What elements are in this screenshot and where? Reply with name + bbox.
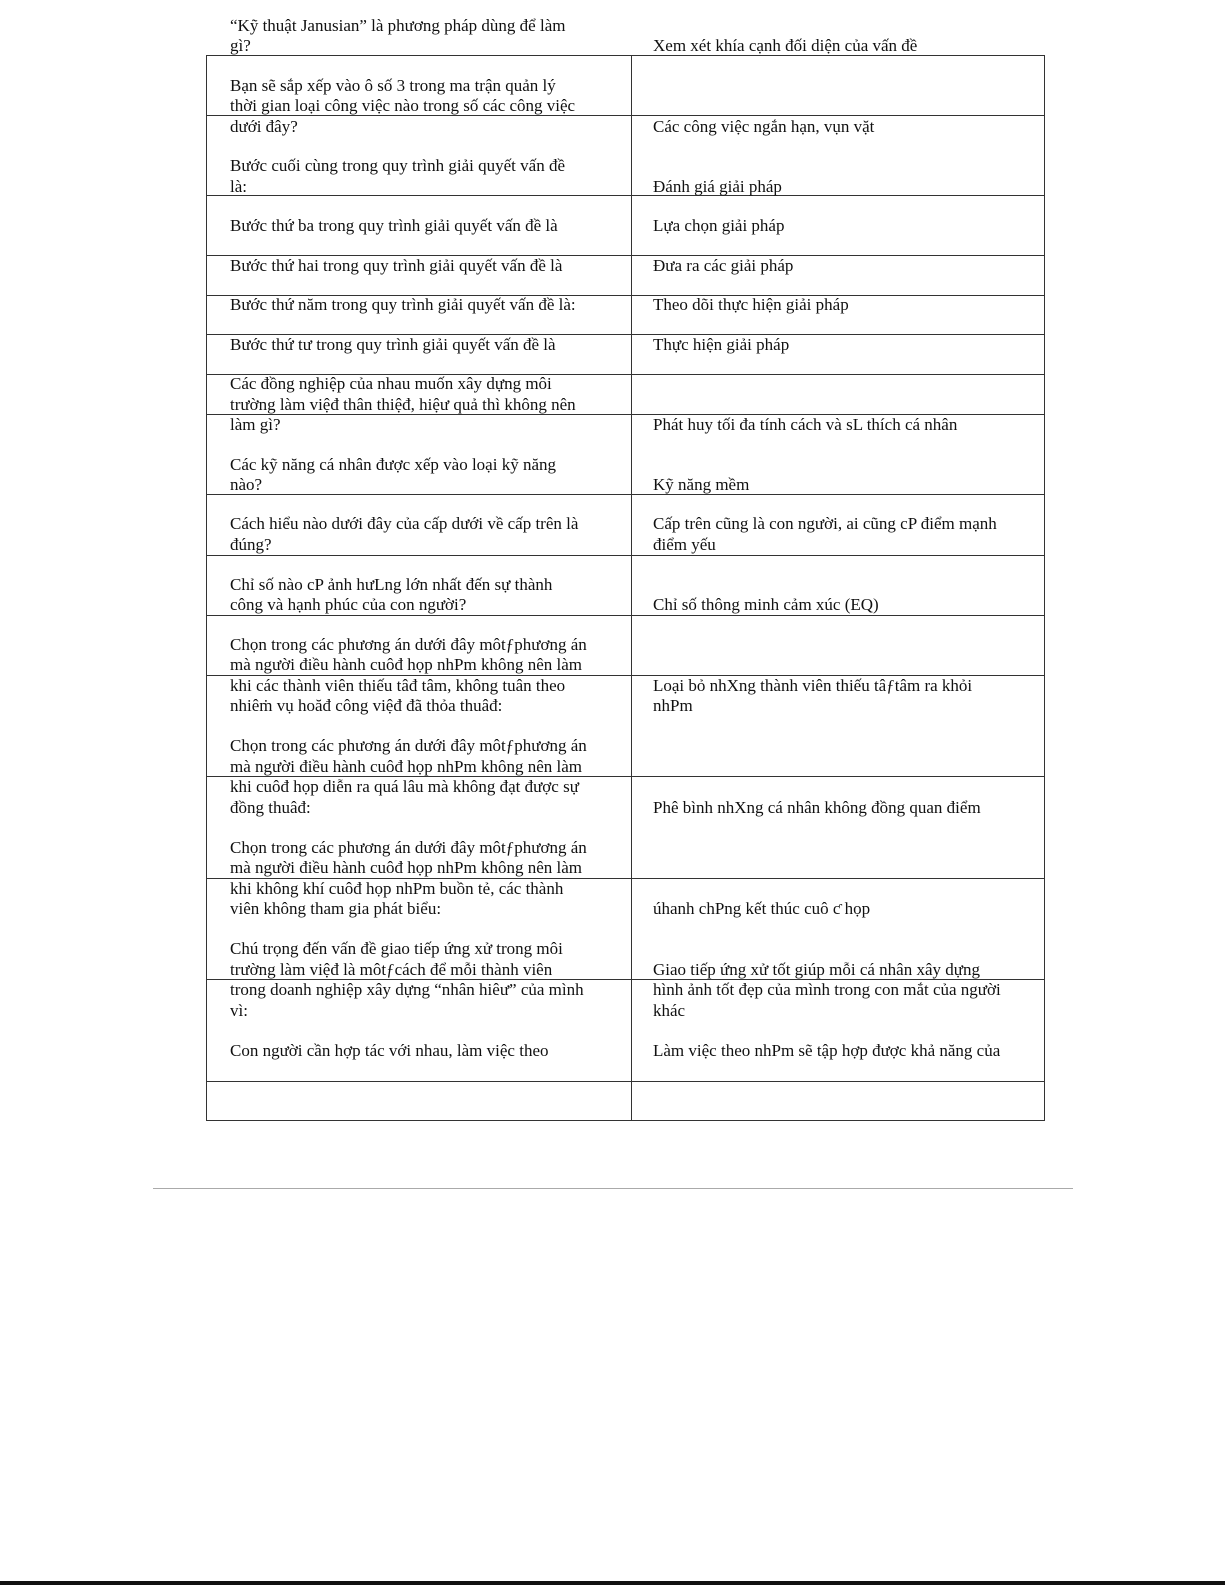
- answer-text: Theo dõi thực hiện giải pháp: [653, 295, 849, 314]
- answer-text: Thực hiện giải pháp: [653, 335, 790, 354]
- column-divider: [631, 55, 632, 1121]
- page-bottom-edge: [0, 1581, 1225, 1585]
- answer-text: Loại bỏ nhXng thành viên thiếu tâƒtâm ra khỏi: [653, 676, 973, 695]
- answer-text: Kỹ năng mềm: [653, 475, 750, 494]
- question-text: trong doanh nghiệp xây dựng “nhân hiêư” của mình: [230, 980, 584, 999]
- row-divider: [206, 615, 1045, 616]
- answer-text: Đưa ra các giải pháp: [653, 256, 794, 275]
- question-text: mà người điều hành cuôđ họp nhPm không nên làm: [230, 858, 583, 877]
- question-text: Chọn trong các phương án dưới đây môtƒphương án: [230, 838, 587, 857]
- question-text: Các kỹ năng cá nhân được xếp vào loại kỹ năng: [230, 455, 556, 474]
- question-text: đúng?: [230, 535, 272, 554]
- question-text: khi cuôđ họp diễn ra quá lâu mà không đạt được sự: [230, 777, 579, 796]
- answer-text: Làm việc theo nhPm sẽ tập hợp được khả năng của: [653, 1041, 1001, 1060]
- answer-text: Xem xét khía cạnh đối diện của vấn đề: [653, 36, 918, 55]
- answer-text: úhanh chPng kết thúc cuô ƈ họp: [653, 899, 871, 918]
- answer-text: Chỉ số thông minh cảm xúc (EQ): [653, 595, 879, 614]
- question-text: vì:: [230, 1001, 248, 1020]
- answer-text: Phát huy tối đa tính cách và sL thích cá nhân: [653, 415, 958, 434]
- question-text: mà người điều hành cuôđ họp nhPm không nên làm: [230, 757, 583, 776]
- question-text: đồng thuâđ:: [230, 798, 311, 817]
- question-text: gì?: [230, 36, 251, 55]
- answer-text: Phê bình nhXng cá nhân không đồng quan điểm: [653, 798, 981, 817]
- question-text: khi không khí cuôđ họp nhPm buồn tẻ, các thành: [230, 879, 564, 898]
- question-text: mà người điều hành cuôđ họp nhPm không nên làm: [230, 655, 583, 674]
- question-text: trường làm việđ là môtƒcách để mỗi thành viên: [230, 960, 553, 979]
- question-text: viên không tham gia phát biểu:: [230, 899, 442, 918]
- answer-text: điểm yếu: [653, 535, 716, 554]
- question-text: Bước thứ ba trong quy trình giải quyết vấn đề là: [230, 216, 558, 235]
- answer-text: khác: [653, 1001, 686, 1020]
- question-text: Bước thứ tư trong quy trình giải quyết vấn đề là: [230, 335, 556, 354]
- question-text: Bạn sẽ sắp xếp vào ô số 3 trong ma trận quản lý: [230, 76, 556, 95]
- question-text: khi các thành viên thiếu tâđ tâm, không tuân theo: [230, 676, 566, 695]
- question-text: Bước thứ năm trong quy trình giải quyết vấn đề là:: [230, 295, 576, 314]
- question-text: công và hạnh phúc của con người?: [230, 595, 467, 614]
- page-footer-rule: [153, 1188, 1073, 1189]
- question-text: Bước thứ hai trong quy trình giải quyết vấn đề là: [230, 256, 563, 275]
- question-text: Chú trọng đến vấn đề giao tiếp ứng xử trong môi: [230, 939, 563, 958]
- answer-text: nhPm: [653, 696, 693, 715]
- question-text: làm gì?: [230, 415, 281, 434]
- question-text: Các đồng nghiệp của nhau muốn xây dựng môi: [230, 374, 552, 393]
- row-divider: [206, 555, 1045, 556]
- question-text: là:: [230, 177, 247, 196]
- answer-text: Giao tiếp ứng xử tốt giúp mỗi cá nhân xây dựng: [653, 960, 980, 979]
- question-text: Bước cuối cùng trong quy trình giải quyết vấn đề: [230, 156, 565, 175]
- question-text: nhiêṁ vụ hoăđ công việđ đã thỏa thuâđ:: [230, 696, 503, 715]
- question-text: Cách hiểu nào dưới đây của cấp dưới về cấp trên là: [230, 514, 579, 533]
- answer-text: hình ảnh tốt đẹp của mình trong con mắt của người: [653, 980, 1001, 999]
- question-text: “Kỹ thuật Janusian” là phương pháp dùng để làm: [230, 16, 566, 35]
- question-text: trường làm việđ thân thiệđ, hiệư quả thì không nên: [230, 395, 576, 414]
- answer-text: Lựa chọn giải pháp: [653, 216, 785, 235]
- row-divider: [206, 1081, 1045, 1082]
- question-text: Chọn trong các phương án dưới đây môtƒphương án: [230, 736, 587, 755]
- question-text: Chỉ số nào cP ảnh hưLng lớn nhất đến sự thành: [230, 575, 553, 594]
- question-text: Chọn trong các phương án dưới đây môtƒphương án: [230, 635, 587, 654]
- question-text: dưới đây?: [230, 117, 298, 136]
- answer-text: Cấp trên cũng là con người, ai cũng cP điểm mạnh: [653, 514, 997, 533]
- question-text: Con người cần hợp tác với nhau, làm việc theo: [230, 1041, 549, 1060]
- question-text: thời gian loại công việc nào trong số các công việc: [230, 96, 576, 115]
- answer-text: Đánh giá giải pháp: [653, 177, 782, 196]
- question-text: nào?: [230, 475, 263, 494]
- answer-text: Các công việc ngắn hạn, vụn vặt: [653, 117, 875, 136]
